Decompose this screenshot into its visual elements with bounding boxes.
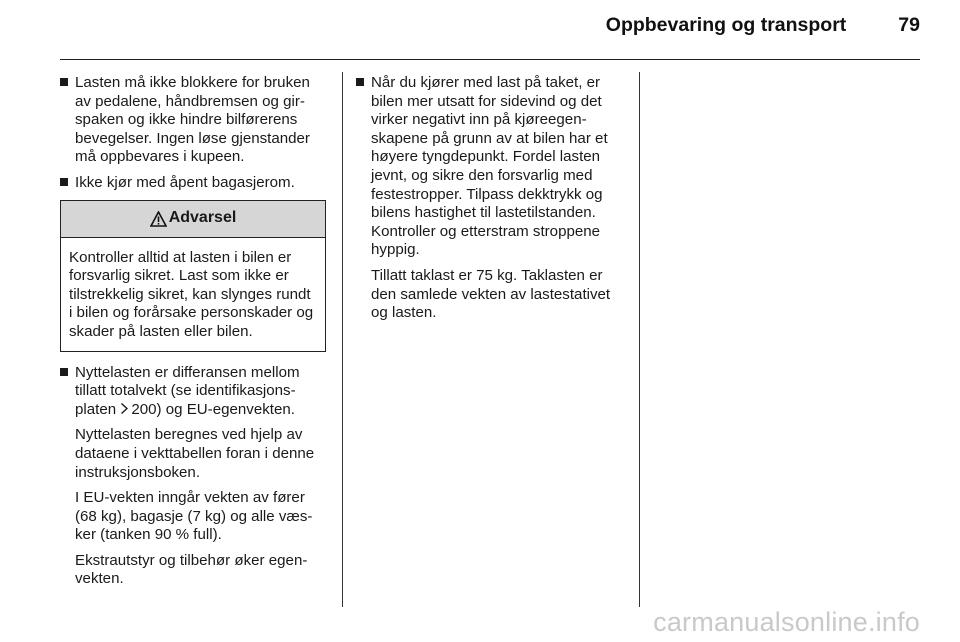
list-item [60,74,326,167]
bullet-text: Lasten må ikke blokkere for bruken av pedalene, håndbremsen og girspaken og ikke hindre bilførerens bevegelser. Ingen løse gjenstander må oppbevares i kupeen. [75,74,310,166]
bullet-text: Ikke kjør med åpent bagasjerom. [75,173,295,191]
page-title: Oppbevaring og transport [605,14,847,36]
bullet-paragraph: Tillatt taklast er 75 kg. Taklasten er den samlede vekten av lastestativet og lasten. [371,266,611,322]
bullet-text: 200) og EU-egenvekten. [131,400,295,418]
bullet-paragraph: Nyttelasten beregnes ved hjelp av dataene i vekttabellen foran i denne instruksjonsboken. [75,426,315,481]
list-item [60,174,326,193]
header-rule [60,59,920,60]
page-header [60,14,920,37]
bullet-square-icon [60,78,68,86]
bullet-paragraph: I EU-vekten inngår vekten av fører (68 kg), bagasje (7 kg) og alle væsker (tanken 90 % full). [75,489,313,544]
page-number: 79 [898,14,920,36]
bullet-paragraph: Ekstrautstyr og tilbehør øker egenvekten. [75,551,308,588]
warning-body: Kontroller alltid at lasten i bilen er forsvarlig sikret. Last som ikke er tilstrekkelig sikret, kan slynges rundt i bilen og forårsake personskader og skader på lasten eller bilen. [69,248,314,340]
bullet-square-icon [60,368,68,376]
bullet-text: Nyttelasten er differansen mellom tillatt totalvekt (se identifikasjonsplaten [75,363,300,418]
bullet-square-icon [356,78,364,86]
column-2 [356,74,626,330]
column-1 [60,74,326,596]
bullet-square-icon [60,178,68,186]
column-divider-right [639,72,640,607]
column-divider-left [342,72,343,607]
warning-title: Advarsel [168,209,237,227]
list-item [356,74,626,323]
bullet-paragraph [75,364,326,420]
warning-triangle-icon [150,211,167,227]
watermark: carmanualsonline.info [653,607,920,637]
page-reference-arrow-icon [120,402,129,415]
bullet-paragraph: Når du kjører med last på taket, er bilen mer utsatt for sidevind og det virker negativt inn på kjøreegenskapene på grunn av at bilen har et høyere tyngdepunkt. Fordel lasten jevnt, og sikre den forsvarlig med festestropper. Tilpass dekktrykk og bilens hastighet til lastetilstanden. Kontroller og etterstram stroppene hyppig. [371,74,608,259]
list-item [60,364,326,590]
warning-header [61,201,325,238]
warning-box [60,200,326,352]
